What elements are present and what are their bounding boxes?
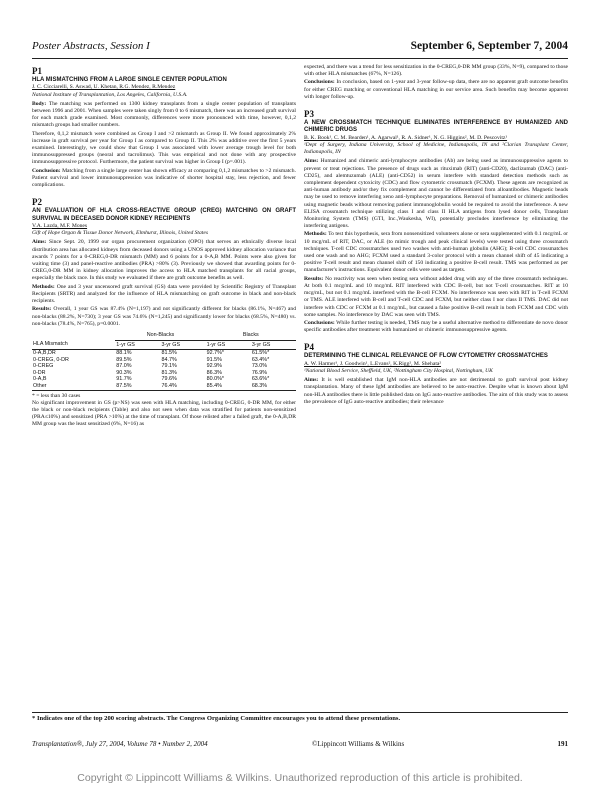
section-label: Results:	[32, 306, 52, 313]
table-cell: 87.5%	[115, 383, 160, 390]
table-cell: 68.3%	[251, 383, 296, 390]
abstract-title: DETERMINING THE CLINICAL RELEVANCE OF FLOW CYTOMETRY CROSSMATCHES	[304, 353, 548, 360]
table-group-header: Non-Blacks	[115, 331, 205, 340]
section-label: Aims:	[32, 239, 47, 246]
aims-paragraph	[304, 377, 568, 406]
section-text: In conclusion, based on 1-year and 3-year follow-up data, there are no apparent graft outcome benefits for either CREG matching or conventional HLA matching in our service area. Such benefits may become apparent with longer follow-up.	[304, 79, 568, 100]
section-text: While further testing is needed, TMS may be a useful alternative method to differentiate de novo donor specific antibodies after treatment with humanized or chimeric immunosuppressive agents.	[304, 319, 568, 334]
section-text: One and 3 year uncensored graft survival (GS) data were provided by Scientific Registry of Transplant Recipients (SRTR) and analyzed for the influence of HLA mismatching on graft outcome in black and non-black recipients.	[32, 283, 296, 305]
abstract-number: P2	[32, 197, 42, 208]
table-cell: 63.4%*	[251, 356, 270, 363]
table-cell: 0-DR	[33, 369, 46, 376]
table-cell: 91.7%	[116, 376, 132, 383]
graft-survival-table	[32, 331, 296, 391]
results-continued: No significant improvement in GS (p>NS) was seen with HLA matching, including 0-CREG, 0-DR MM, for either the black or non-black recipients (Table) and also not seen when data was stratified for patients non-sensitized (PRA≤10%) and sensitized (PRA >10%) at the time of transplant. Of those relisted after a failed graft, the 0-A,B,DR MM group was the least sensitized (6%, N=16) as	[32, 399, 296, 428]
p2-continued: expected, and there was a trend for less sensitization in the 0-CREG,0-DR MM group (33%, N=9), compared to those with other HLA mismatches (67%, N=126).	[304, 64, 568, 78]
table-column-header: 3-yr GS	[160, 340, 205, 350]
running-header	[32, 40, 568, 59]
table-cell: 76.9%	[251, 369, 268, 376]
results-paragraph	[32, 306, 296, 328]
abstract-affiliation: ¹National Blood Service, Sheffield, UK, ²Nottingham City Hospital, Nottingham, UK	[304, 367, 493, 374]
table-cell: 73.0%	[251, 363, 268, 370]
table-group-header: Blacks	[206, 331, 296, 340]
conclusion-paragraph	[32, 168, 296, 190]
section-text: Since Sept. 20, 1999 our organ procurement organization (OPO) that serves an ethnically diverse local distribution area has allocated kidneys from deceased donors using a UNOS approved kidney allocation variance that awards 7 points for a 0-CREG,0-DR mismatch (MM) and 6 points for a 0-A,B MM. Points were also given for waiting time (3) and panel-reactive antibodies (PRA) >80% (3). Previously we showed that awarding points for 0-CREG,0-DR MM in kidney allocation improves the access to HLA matched transplants for all racial groups, especially the black race. In this study we evaluated if there are graft outcome benefits as well.	[32, 239, 296, 282]
table-cell: 91.5%	[206, 356, 222, 363]
table-column-header: 3-yr GS	[251, 340, 296, 350]
page-footer	[32, 740, 568, 752]
table-cell: 92.7%*	[206, 350, 225, 357]
left-column	[32, 64, 296, 706]
right-column	[304, 64, 568, 706]
table-cell: 0-CREG	[33, 363, 54, 370]
table-cell: 81.3%	[161, 369, 177, 376]
header-date: September 6, September 7, 2004	[410, 40, 568, 52]
table-row	[32, 350, 296, 357]
results-paragraph	[304, 276, 568, 319]
table-cell: 79.6%	[161, 376, 177, 383]
table-cell: 81.5%	[161, 350, 177, 357]
body-paragraph-2: Therefore, 0,1,2 mismatch were combined as Group I and >2 mismatch as Group II. We found approximately 2% increase in graft survival per year for Group I as compared to Group II. This 2% was additive over the first 5 years examined. Interestingly, we could show that Group I was associated with lower average trough level for both immunosuppressed groups (neoral and tacrolimus). This was empirical and not done with any prospective immunosuppressive protocol. Furthermore, the patient survival was higher in Group I (p=.001).	[32, 130, 296, 166]
table-cell: 87.0%	[116, 363, 132, 370]
table-cell: 76.4%	[160, 383, 205, 390]
abstract-affiliation: Gift of Hope Organ & Tissue Donor Network, Elmhurst, Illinois, United States	[32, 230, 208, 237]
table-cell: 90.3%	[116, 369, 132, 376]
abstract-affiliation: ¹Dept of Surgery, Indiana University, School of Medicine, Indianapolis, IN and ²Clarian Transplant Center, Indianapolis, IN	[304, 142, 568, 156]
table-cell: Other	[32, 383, 115, 390]
table-cell: 0-CREG, 0-DR	[33, 356, 69, 363]
table-cell: 61.5%*	[251, 350, 270, 357]
table-column-header: 1-yr GS	[206, 340, 251, 350]
abstract-number: P3	[304, 109, 314, 120]
section-text: No reactivity was seen when testing sera without added drug with any of the three crossmatch techniques. At both 0.1 mcg/mL and 10 mcg/mL RIT interfered with CDC B-cell, but not T-cell crossmatches. RIT at 10 mcg/mL, but not 0.1 mcg/mL interfered with the B-cell FCXM. No interference was seen with RIT in T-cell FCXM or TMS. ALE interfered with B-cell and T-cell CDC and FCXM, but neither class I nor class II TMS. DAC did not interfere with CDC or FCXM at 0.1 mcg/mL, but caused a false positive B-cell result in both FCXM and CDC with some samples. No interference by DAC was seen with TMS.	[304, 275, 568, 318]
table-cell: 63.6%*	[251, 376, 270, 383]
table-row	[32, 363, 296, 370]
table-footnote: * = less than 30 cases	[32, 392, 81, 399]
table-column-header: HLA Mismatch	[32, 340, 115, 350]
abstract-affiliation: National Institute of Transplantation, Los Angeles, California, U.S.A.	[32, 91, 188, 98]
abstract-authors: V.A. Lazda, M.F. Mones	[32, 223, 88, 230]
section-text: It is well established that IgM non-HLA antibodies are not detrimental to graft survival post kidney transplantation. Many of these IgM antibodies are believed to be auto-reactive. Despite what is known about IgM non-HLA antibodies there is little published data on IgG auto-reactive antibodies. The aim of this study was to assess the prevalence of IgG auto-reactive antibodies; their relevance	[304, 377, 568, 405]
abstract-p4	[304, 342, 568, 406]
abstract-authors: B. K. Book¹, C. M. Bearden¹, A. Agarwal¹, R. A. Sidner¹, N. G. Higgins², M. D. Pescovitz¹	[304, 134, 508, 141]
aims-paragraph	[304, 158, 568, 230]
abstract-number: P4	[304, 342, 314, 353]
table-cell: 0-A,B,DR	[33, 350, 56, 357]
section-label: Conclusions:	[304, 79, 335, 86]
body-paragraph	[32, 101, 296, 130]
table-cell: 0-A,B	[33, 376, 47, 383]
publisher: ©Lippincott Williams & Wilkins	[312, 740, 405, 748]
table-cell: 92.9%	[206, 363, 222, 370]
section-label: Conclusion:	[32, 167, 61, 174]
table-row	[32, 376, 296, 383]
session-title: Poster Abstracts, Session I	[32, 40, 150, 52]
section-label: Methods:	[32, 283, 55, 290]
abstract-authors: J. C. Cicciarelli, S. Aswad, U. Khetan, R.G. Mendez, R.Mendez	[32, 84, 176, 91]
table-cell: 86.3%	[206, 369, 222, 376]
copyright-notice: Copyright © Lippincott Williams & Wilkins. Unauthorized reproduction of this article is prohibited.	[77, 772, 523, 784]
section-label: Body:	[32, 100, 47, 107]
table-cell: 79.1%	[161, 363, 177, 370]
section-label: Results:	[304, 275, 324, 282]
journal-citation: Transplantation®, July 27, 2004, Volume 78 • Number 2, 2004	[32, 740, 208, 748]
section-label: Methods:	[304, 231, 327, 238]
table-cell: 80.0%*	[206, 376, 225, 383]
abstract-number: P1	[32, 66, 42, 76]
table-row	[32, 370, 296, 377]
table-row	[32, 357, 296, 364]
section-text: The matching was performed on 1300 kidney transplants from a single center population of transplants between 1996 and 2001. When samples were taken singly from 0 to 6 mismatch, there was an increased graft survival for each match grade examined. Most commonly, differences were more pronounced with time, however, 0,1,2 mismatch groups had smaller numbers.	[32, 100, 296, 129]
section-label: Conclusions:	[304, 319, 335, 326]
table-row	[32, 383, 296, 390]
section-label: Aims:	[304, 377, 319, 384]
section-text: Matching from a single large center has shown efficacy at comparing 0,1,2 mismatches to >2 mismatch. Patient survival and lower immunosuppression was indicative of shorter hospital stay, less rejection, and fewer complications.	[32, 167, 296, 189]
abstract-authors: A. W. Harmer¹, J. Goodwin¹, L.Evans², K.Rigg², M. Shehata²	[304, 360, 442, 367]
abstract-title: A NEW CROSSMATCH TECHNIQUE ELIMINATES INTERFERENCE BY HUMANIZED AND CHIMERIC DRUGS	[304, 120, 568, 134]
table-cell: 88.1%	[116, 350, 132, 357]
aims-paragraph	[32, 239, 296, 282]
abstract-p1	[32, 66, 296, 189]
table-column-header: 1-yr GS	[115, 340, 160, 350]
table-cell: 89.5%	[116, 356, 132, 363]
abstract-p2	[32, 197, 296, 428]
table-cell: 85.4%	[206, 383, 251, 390]
section-text: To test this hypothesis, sera from nonsensitized volunteers alone or sera supplemented with 0.1 mcg/mL or 10 mcg/mL of RIT, DAC, or ALE (to mimic trough and peak clinical levels) were tested using three crossmatch techniques. T-cell CDC crossmatches used two washes with anti-human globulin (AHG); B-cell CDC crossmatches used one wash and no AHG; FCXM used a standard 3-color protocol with a mean channel shift of 45 indicating a positive T-cell result and mean channel shift of 150 indicating a positive B-cell result. TMS was performed as per manufacturer's instructions. Equivalent donor cells were used as targets.	[304, 231, 568, 274]
section-label: Aims:	[304, 158, 319, 165]
p2-conclusions	[304, 79, 568, 101]
section-text: Humanized and chimeric anti-lymphocyte antibodies (Ab) are being used as immunosuppressive agents to prevent or treat rejections. The presence of drugs such as rituximab (RIT) (anti-CD20), daclizumab (DAC) (anti-CD25), and alemtuzumab (ALE) (anti-CD52) in serum interfere with standard detection methods such as complement dependent cytoxicity (CDC) and flow cytometric crossmatch (FCXM). These agents are recognized as anti-human antibody and/or they fix complement and cannot be differentiated from alloantibodies. Magnetic beads may be used to remove interfering xeno anti-lymphocyte preparations. Removal of humanized or chimeric antibodies using magnetic beads without removing patient immunoglobulin would be required to avoid the interference. A new ELISA crossmatch technique utilizing class I and class II HLA antigens from lysed donor cells, Transplant Monitoring System (TMS) (GTI, Inc.,Waukesha, WI), potentially precludes interference by eliminating the interfering antigens.	[304, 158, 568, 230]
abstract-p3	[304, 109, 568, 334]
abstract-title: AN EVALUATION OF HLA CROSS-REACTIVE GROUP (CREG) MATCHING ON GRAFT SURVIVAL IN DECEASED DONOR KIDNEY RECIPIENTS	[32, 208, 296, 222]
section-text: Overall, 1 year GS was 87.4% (N=1,197) and not significantly different for blacks (86.1%, N=467) and non-blacks (88.2%, N=730); 3 year GS was 74.6% (N=1,245) and significantly lower for blacks (68.5%, N=480) vs. non-blacks (78.4%, N=765), p=0.0001.	[32, 306, 296, 327]
conclusions-paragraph	[304, 320, 568, 334]
footnote: * Indicates one of the top 200 scoring abstracts. The Congress Organizing Committee encourages you to attend these presentations.	[32, 712, 568, 723]
methods-paragraph	[304, 231, 568, 274]
table-cell: 84.7%	[161, 356, 177, 363]
page-number: 191	[557, 740, 568, 748]
methods-paragraph	[32, 284, 296, 306]
abstract-title: HLA MISMATCHING FROM A LARGE SINGLE CENTER POPULATION	[32, 77, 227, 83]
